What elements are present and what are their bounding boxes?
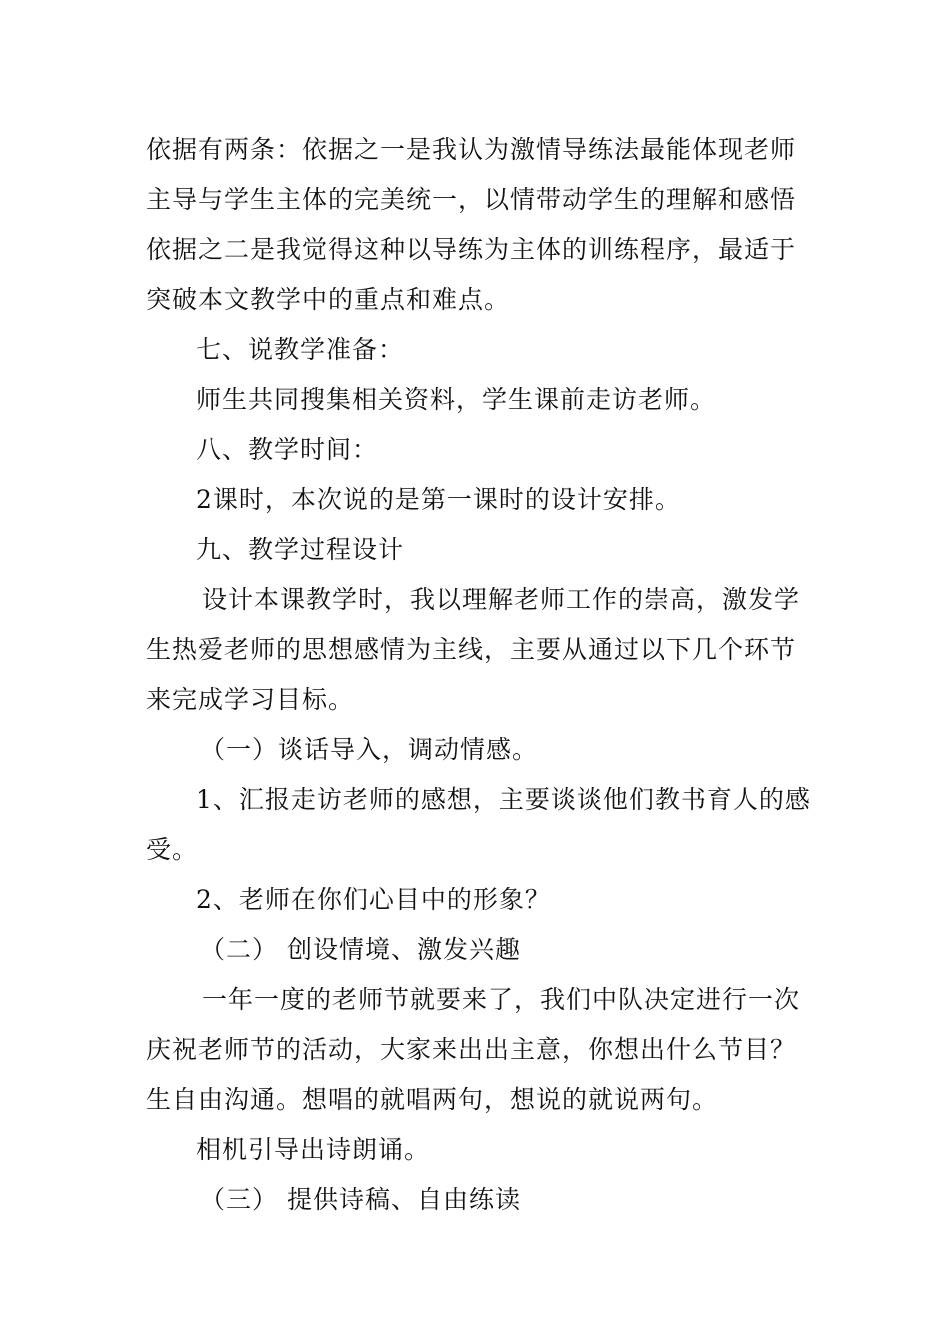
subsection-heading-3: （三） 提供诗稿、自由练读 — [200, 1185, 521, 1214]
section-heading-9: 九、教学过程设计 — [196, 535, 405, 564]
text-line-4: 突破本文教学中的重点和难点。 — [146, 285, 511, 314]
text-line-20: 生自由沟通。想唱的就唱两句，想说的就说两句。 — [146, 1085, 719, 1114]
text-line-3: 依据之二是我觉得这种以导练为主体的训练程序，最适于 — [146, 235, 797, 264]
text-line-10: 设计本课教学时，我以理解老师工作的崇高，激发学 — [202, 585, 801, 614]
text-line-19: 庆祝老师节的活动，大家来出出主意，你想出什么节目？ — [146, 1035, 797, 1064]
subsection-heading-1: （一）谈话导入，调动情感。 — [200, 735, 539, 764]
text-line-18: 一年一度的老师节就要来了，我们中队决定进行一次 — [202, 985, 801, 1014]
section-heading-8: 八、教学时间： — [196, 435, 379, 464]
section-heading-7: 七、说教学准备： — [196, 335, 405, 364]
text-line-6: 师生共同搜集相关资料，学生课前走访老师。 — [196, 385, 717, 414]
text-line-21: 相机引导出诗朗诵。 — [196, 1135, 431, 1164]
text-line-8: 2课时，本次说的是第一课时的设计安排。 — [196, 485, 681, 514]
text-line-1: 依据有两条：依据之一是我认为激情导练法最能体现老师 — [146, 135, 797, 164]
text-line-12: 来完成学习目标。 — [146, 685, 355, 714]
subsection-heading-2: （二） 创设情境、激发兴趣 — [200, 935, 521, 964]
text-line-14: 1、汇报走访老师的感想，主要谈谈他们教书育人的感 — [196, 785, 811, 814]
text-line-15: 受。 — [146, 835, 199, 864]
text-line-11: 生热爱老师的思想感情为主线，主要从通过以下几个环节 — [146, 635, 797, 664]
text-line-2: 主导与学生主体的完美统一，以情带动学生的理解和感悟 — [146, 185, 797, 214]
text-line-16: 2、老师在你们心目中的形象？ — [196, 885, 551, 914]
